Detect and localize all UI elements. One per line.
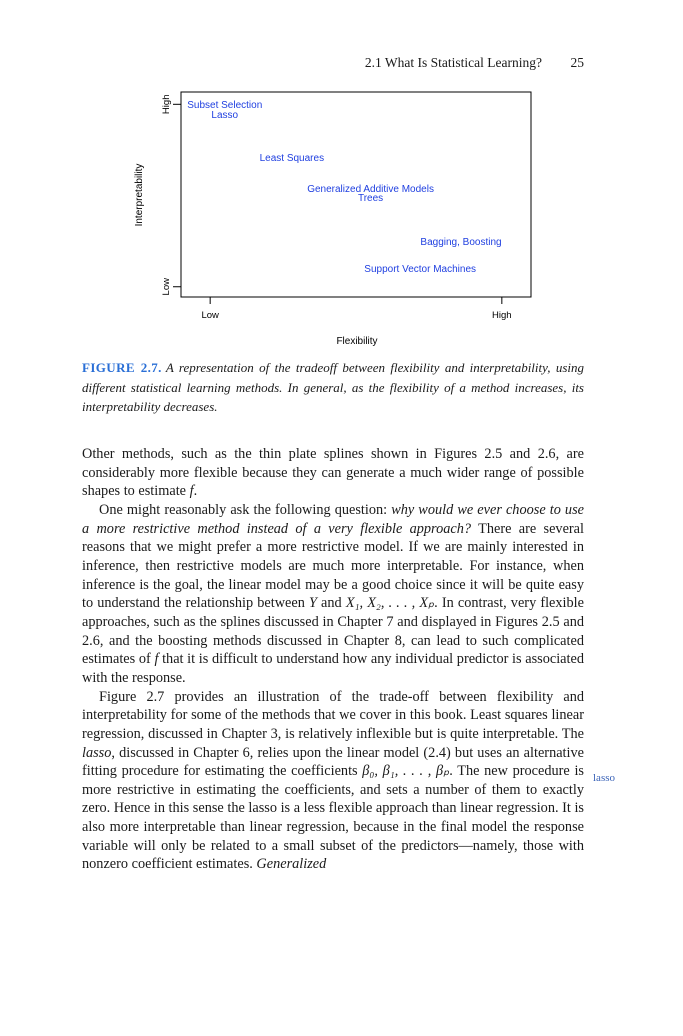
paragraph-2: One might reasonably ask the following question: why would we ever choose to use a more restrictive method instead of a very flexible approach? There are several reasons that we might prefer a more restrictive model. If we are mainly interested in inference, then restrictive models are much more interpretable. For instance, when inference is the goal, the linear model may be a good choice since it will be quite easy to understand the relationship between Y and X₁, X₂, . . . , Xₚ. In contrast, very flexible approaches, such as the splines discussed in Chapter 7 and displayed in Figures 2.5 and 2.6, and the boosting methods discussed in Chapter 8, can lead to such complicated estimates of f that it is difficult to understand how any individual predictor is associated with the response. [82,501,584,686]
method-label-1: Lasso [211,110,239,122]
method-label-4: Trees [357,193,384,205]
x-axis-title: Flexibility [336,336,378,347]
caption-text: A representation of the tradeoff between flexibility and interpretability, using different statistical learning methods. In general, as the flexibility of a method increases, its interpretability decreases. [82,360,584,414]
figure-caption [82,358,584,417]
tradeoff-chart [125,85,545,350]
method-label-6: Support Vector Machines [364,263,477,275]
method-label-0: Subset Selection [187,99,263,111]
section-title: 2.1 What Is Statistical Learning? [364,55,542,70]
margin-note: lasso [593,772,615,784]
x-tick-label-0: Low [201,310,219,321]
x-axis [201,297,511,321]
x-tick-label-1: High [492,310,512,321]
y-axis [161,95,181,296]
y-tick-label-0: Low [161,278,172,296]
generalized-term: Generalized [256,856,327,873]
method-label-5: Bagging, Boosting [420,237,502,249]
y-tick-label-1: High [161,94,172,115]
running-header [82,55,584,73]
paragraph-3: Figure 2.7 provides an illustration of the trade-off between flexibility and interpretability for some of the methods that we cover in this book. Least squares linear regression, discussed in Chapter 3, is relatively inflexible but is quite interpretable. The lasso, discussed in Chapter 6, relies upon the linear model (2.4) but uses an alternative fitting procedure for estimating the coefficients β₀, β₁, . . . , βₚ. The new procedure is more restrictive in estimating the coefficients, and sets a number of them to exactly zero. Hence in this sense the lasso is a less flexible approach than linear regression. It is also more interpretable than linear regression, because in the final model the response variable will only be related to a small subset of the predictors—namely, those with nonzero coefficient estimates. Generalized [82,688,584,873]
page-number: 25 [570,55,584,70]
method-label-2: Least Squares [259,153,325,165]
y-axis-title: Interpretability [134,163,145,227]
question-text: why would we ever choose to use a more restrictive method instead of a very flexible approach? [82,501,584,537]
method-label-3: Generalized Additive Models [307,183,434,195]
figure-label: FIGURE 2.7. [82,360,162,375]
method-labels [187,100,501,275]
lasso-term: lasso [82,744,112,761]
body-text [82,445,584,874]
paragraph-1: Other methods, such as the thin plate splines shown in Figures 2.5 and 2.6, are considerably more flexible because they can generate a much wider range of possible shapes to estimate f. [82,446,584,500]
